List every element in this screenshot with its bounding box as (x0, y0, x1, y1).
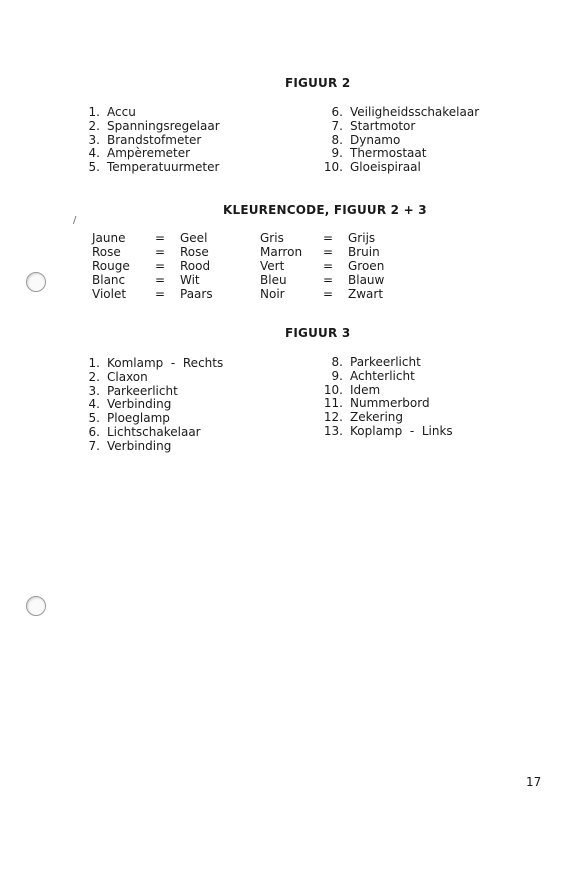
item-label: Accu (107, 105, 136, 119)
color-row (92, 273, 260, 287)
item-number: 1. (88, 105, 100, 119)
color-row (92, 287, 260, 301)
item-label: Koplamp - Links (350, 423, 453, 438)
color-row (260, 273, 428, 287)
equals-sign: = (155, 273, 166, 287)
color-french: Rose (92, 245, 121, 259)
item-label: Gloeispiraal (350, 160, 421, 175)
item-number: 9. (331, 146, 343, 161)
color-code-table-left (92, 231, 260, 301)
item-number: 6. (88, 424, 100, 439)
item-number: 10. (323, 382, 343, 397)
item-number: 8. (331, 355, 343, 369)
item-label: Claxon (107, 369, 148, 384)
color-dutch: Wit (180, 273, 200, 287)
equals-sign: = (323, 287, 334, 301)
list-item (318, 106, 479, 120)
color-french: Noir (260, 287, 285, 301)
list-item (78, 357, 223, 371)
color-code-table-right (260, 231, 428, 301)
list-item (78, 371, 223, 385)
item-number: 12. (323, 410, 343, 425)
item-label: Dynamo (350, 132, 401, 147)
item-label: Ampèremeter (107, 146, 191, 161)
list-item (318, 384, 453, 398)
scan-mark: / (73, 215, 77, 226)
binder-hole-bottom (26, 596, 46, 616)
equals-sign: = (323, 231, 334, 245)
color-french: Marron (260, 245, 303, 259)
item-number: 9. (331, 368, 343, 383)
color-french: Gris (260, 231, 284, 245)
list-item (318, 411, 453, 425)
equals-sign: = (155, 245, 166, 259)
binder-hole-top (26, 272, 46, 292)
item-label: Spanningsregelaar (107, 118, 220, 133)
figuur3-list-left (78, 357, 223, 454)
figuur3-title: FIGUUR 3 (285, 326, 351, 340)
color-french: Vert (260, 259, 285, 273)
list-item (78, 134, 220, 148)
equals-sign: = (323, 273, 334, 287)
item-label: Komlamp - Rechts (107, 356, 224, 370)
page-number: 17 (526, 775, 542, 789)
color-french: Blanc (92, 273, 126, 287)
item-number: 5. (88, 160, 100, 175)
color-dutch: Paars (180, 287, 213, 301)
kleurencode-title: KLEURENCODE, FIGUUR 2 + 3 (223, 203, 427, 217)
list-item (318, 161, 479, 175)
list-item (318, 356, 453, 370)
item-label: Idem (350, 382, 381, 397)
list-item (78, 120, 220, 134)
item-number: 2. (88, 369, 100, 384)
item-label: Ploeglamp (107, 411, 170, 426)
item-number: 3. (88, 132, 100, 147)
figuur2-list-left (78, 106, 220, 175)
item-number: 8. (331, 132, 343, 147)
color-dutch: Rood (180, 259, 211, 273)
color-french: Bleu (260, 273, 287, 287)
color-row (92, 259, 260, 273)
item-number: 3. (88, 383, 100, 398)
color-row (92, 245, 260, 259)
item-label: Verbinding (107, 397, 172, 412)
list-item (78, 106, 220, 120)
list-item (78, 412, 223, 426)
color-dutch: Bruin (348, 245, 380, 259)
color-dutch: Blauw (348, 273, 385, 287)
item-number: 10. (323, 160, 343, 175)
item-label: Zekering (350, 410, 403, 425)
color-dutch: Geel (180, 231, 208, 245)
color-row (260, 287, 428, 301)
item-label: Temperatuurmeter (107, 160, 220, 175)
color-row (260, 245, 428, 259)
list-item (78, 398, 223, 412)
item-label: Verbinding (107, 438, 172, 453)
item-label: Brandstofmeter (107, 132, 202, 147)
item-number: 4. (88, 146, 100, 161)
item-label: Parkeerlicht (107, 383, 178, 398)
list-item (318, 397, 453, 411)
equals-sign: = (323, 245, 334, 259)
color-french: Jaune (92, 231, 126, 245)
item-number: 11. (323, 396, 343, 411)
color-row (92, 231, 260, 245)
color-dutch: Rose (180, 245, 209, 259)
list-item (78, 426, 223, 440)
item-number: 6. (331, 105, 343, 119)
equals-sign: = (323, 259, 334, 273)
list-item (78, 440, 223, 454)
color-row (260, 231, 428, 245)
list-item (78, 385, 223, 399)
list-item (318, 425, 453, 439)
figuur2-title: FIGUUR 2 (285, 76, 351, 90)
equals-sign: = (155, 287, 166, 301)
list-item (318, 134, 479, 148)
item-number: 7. (331, 118, 343, 133)
item-number: 1. (88, 356, 100, 370)
color-dutch: Groen (348, 259, 385, 273)
item-number: 13. (323, 423, 343, 438)
item-number: 7. (88, 438, 100, 453)
figuur3-list-right (318, 356, 453, 439)
list-item (78, 147, 220, 161)
list-item (78, 161, 220, 175)
item-label: Lichtschakelaar (107, 424, 201, 439)
equals-sign: = (155, 231, 166, 245)
item-label: Achterlicht (350, 368, 415, 383)
equals-sign: = (155, 259, 166, 273)
item-number: 4. (88, 397, 100, 412)
list-item (318, 120, 479, 134)
item-label: Parkeerlicht (350, 355, 421, 369)
item-label: Nummerbord (350, 396, 430, 411)
color-row (260, 259, 428, 273)
color-french: Violet (92, 287, 127, 301)
item-number: 2. (88, 118, 100, 133)
color-french: Rouge (92, 259, 130, 273)
item-number: 5. (88, 411, 100, 426)
color-dutch: Zwart (348, 287, 384, 301)
figuur2-list-right (318, 106, 479, 175)
color-dutch: Grijs (348, 231, 376, 245)
item-label: Thermostaat (350, 146, 427, 161)
list-item (318, 147, 479, 161)
item-label: Veiligheidsschakelaar (350, 105, 480, 119)
list-item (318, 370, 453, 384)
item-label: Startmotor (350, 118, 416, 133)
